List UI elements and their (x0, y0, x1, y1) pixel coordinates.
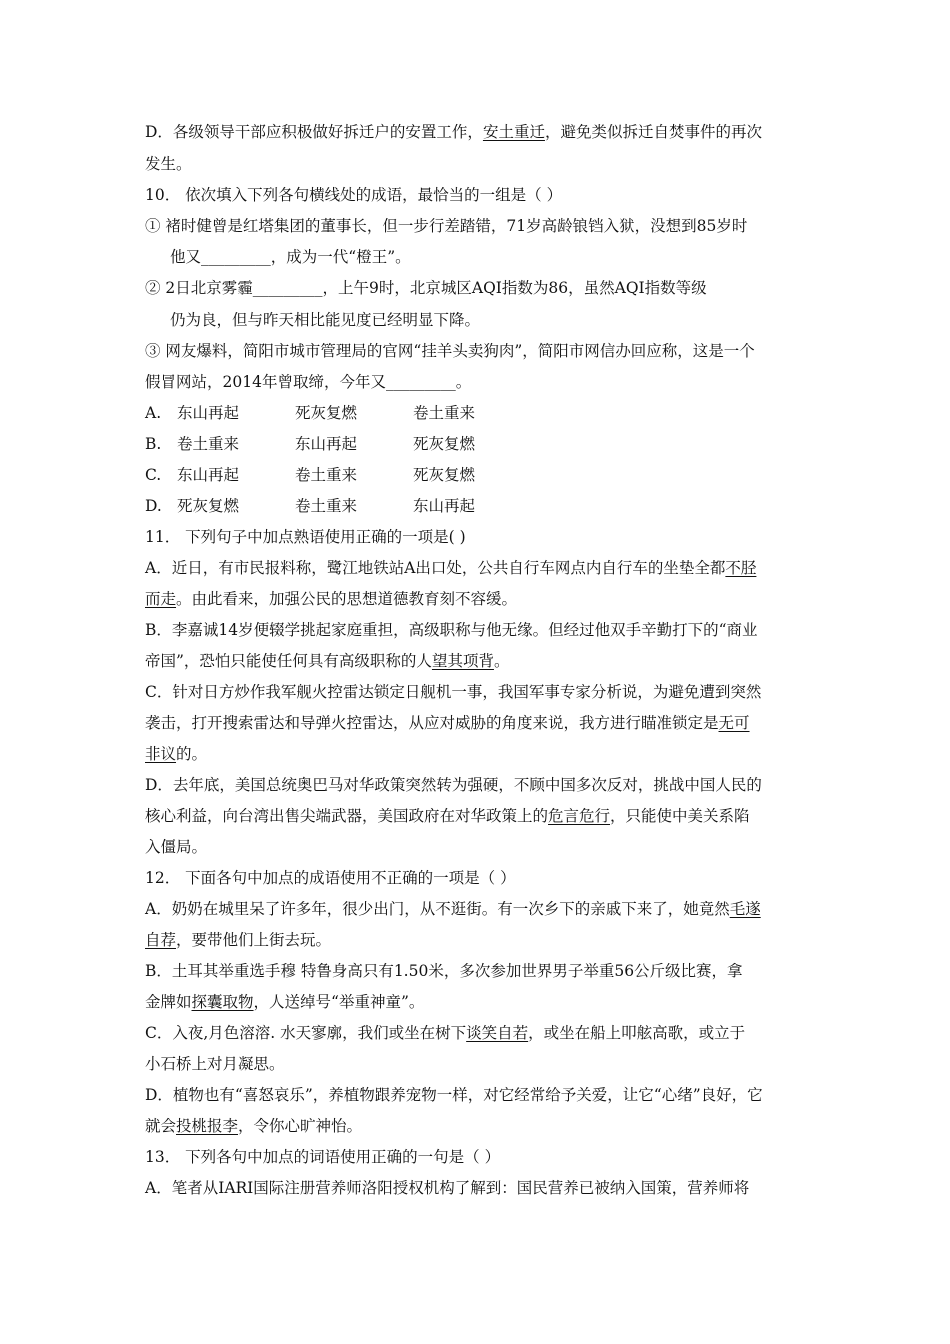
underlined-idiom: 而走 (145, 590, 177, 608)
underlined-idiom: 望其项背 (431, 652, 494, 670)
option-letter: A. (145, 404, 162, 422)
q10-sentence3-line2 (145, 372, 471, 392)
q10-option-a (145, 403, 531, 423)
q10-sentence1-line1: ① 褚时健曾是红塔集团的董事长，但一步行差踏错，71岁高龄锒铛入狱，没想到85岁时 (145, 217, 748, 235)
option-idiom: 卷土重来 (295, 497, 358, 515)
option-letter: B. (145, 435, 162, 453)
text: 金牌如 (145, 993, 192, 1011)
q11-stem: 11． 下列句子中加点熟语使用正确的一项是( ) (145, 528, 466, 546)
q10-stem: 10． 依次填入下列各句横线处的成语，最恰当的一组是（ ） (145, 186, 563, 204)
underlined-idiom: 投桃报李 (176, 1117, 239, 1135)
q12-option-b-line1: B．土耳其举重选手穆 特鲁身高只有1.50米，多次参加世界男子举重56公斤级比赛，拿 (145, 962, 743, 980)
q12-option-b-line2 (145, 992, 424, 1012)
option-idiom: 东山再起 (177, 404, 240, 422)
q11-option-d-line3: 入僵局。 (145, 838, 208, 856)
q11-option-c-line2 (145, 713, 750, 733)
text: 。 (455, 373, 472, 391)
option-idiom: 死灰复燃 (413, 435, 476, 453)
q11-option-d-line2 (145, 806, 750, 826)
underlined-idiom: 探囊取物 (191, 993, 254, 1011)
option-letter: D. (145, 497, 162, 515)
option-idiom: 死灰复燃 (295, 404, 358, 422)
text: 的。 (176, 745, 208, 763)
q12-option-a-line1 (145, 899, 761, 919)
text: D．各级领导干部应积极做好拆迁户的安置工作， (145, 123, 483, 141)
q10-sentence2-line1 (145, 278, 707, 298)
option-idiom: 东山再起 (177, 466, 240, 484)
q12-option-d-line1: D．植物也有“喜怒哀乐”，养植物跟养宠物一样，对它经常给予关爱，让它“心绪”良好，它 (145, 1086, 763, 1104)
text: ，令你心旷神怡。 (238, 1117, 363, 1135)
q11-option-c-line3 (145, 744, 207, 764)
q12-option-d-line2 (145, 1116, 362, 1136)
q10-sentence2-line2: 仍为良，但与昨天相比能见度已经明显下降。 (170, 311, 481, 329)
q11-option-a-line1 (145, 558, 756, 578)
q11-option-d-line1: D．去年底，美国总统奥巴马对华政策突然转为强硬，不顾中国多次反对，挑战中国人民的 (145, 776, 762, 794)
q9-option-d-line1 (145, 122, 762, 142)
blank: _________ (201, 248, 271, 266)
option-idiom: 卷土重来 (177, 435, 240, 453)
text: ② 2日北京雾霾 (145, 279, 253, 297)
text: 袭击，打开搜索雷达和导弹火控雷达，从应对威胁的角度来说，我方进行瞄准锁定是 (145, 714, 719, 732)
option-idiom: 卷土重来 (295, 466, 358, 484)
text: 。 (493, 652, 510, 670)
text: ，或坐在船上叩舷高歌，或立于 (528, 1024, 746, 1042)
q13-option-a-line1: A．笔者从IARI国际注册营养师洛阳授权机构了解到：国民营养已被纳入国策，营养师将 (145, 1179, 750, 1197)
text: 帝国”，恐怕只能使任何具有高级职称的人 (145, 652, 432, 670)
text: 假冒网站，2014年曾取缔，今年又 (145, 373, 386, 391)
text: A．奶奶在城里呆了许多年，很少出门，从不逛街。有一次乡下的亲戚下来了，她竟然 (145, 900, 730, 918)
underlined-idiom: 毛遂 (729, 900, 761, 918)
text: ，要带他们上街去玩。 (176, 931, 332, 949)
text: ，只能使中美关系陷 (610, 807, 750, 825)
option-idiom: 东山再起 (295, 435, 358, 453)
blank: _________ (252, 279, 323, 297)
q10-sentence3-line1: ③ 网友爆料，简阳市城市管理局的官网“挂羊头卖狗肉”，简阳市网信办回应称，这是一个 (145, 342, 755, 360)
text: 他又 (170, 248, 202, 266)
option-idiom: 死灰复燃 (177, 497, 240, 515)
underlined-idiom: 危言危行 (548, 807, 611, 825)
text: 核心利益，向台湾出售尖端武器，美国政府在对华政策上的 (145, 807, 549, 825)
q10-sentence1-line2 (170, 247, 411, 267)
blank: _________ (385, 373, 456, 391)
text: 就会 (145, 1117, 177, 1135)
q13-stem: 13． 下列各句中加点的词语使用正确的一句是（ ） (145, 1148, 501, 1166)
underlined-idiom: 谈笑自若 (466, 1024, 529, 1042)
q12-option-c-line1 (145, 1023, 745, 1043)
q11-option-b-line2 (145, 651, 509, 671)
text: ，避免类似拆迁自焚事件的再次 (544, 123, 762, 141)
q12-stem: 12． 下面各句中加点的成语使用不正确的一项是（ ） (145, 869, 516, 887)
option-idiom: 东山再起 (413, 497, 476, 515)
q11-option-c-line1: C．针对日方炒作我军舰火控雷达锁定日舰机一事，我国军事专家分析说，为避免遭到突然 (145, 683, 762, 701)
underlined-idiom: 自荐 (145, 931, 177, 949)
q11-option-b-line1: B．李嘉诚14岁便辍学挑起家庭重担，高级职称与他无缘。但经过他双手辛勤打下的“商业 (145, 621, 758, 639)
q9-option-d-line2: 发生。 (145, 155, 192, 173)
q12-option-a-line2 (145, 930, 331, 950)
underlined-idiom: 不胫 (725, 559, 757, 577)
text: ，上午9时，北京城区AQI指数为86，虽然AQI指数等级 (322, 279, 707, 297)
q11-option-a-line2 (145, 589, 517, 609)
q12-option-c-line2: 小石桥上对月凝思。 (145, 1055, 285, 1073)
text: A．近日，有市民报料称，鹭江地铁站A出口处，公共自行车网点内自行车的坐垫全都 (145, 559, 726, 577)
underlined-idiom: 非议 (145, 745, 177, 763)
q10-option-b (145, 434, 531, 454)
text: 。由此看来，加强公民的思想道德教育刻不容缓。 (176, 590, 518, 608)
option-idiom: 卷土重来 (413, 404, 476, 422)
option-idiom: 死灰复燃 (413, 466, 476, 484)
q10-option-d (145, 496, 531, 516)
text: ，人送绰号“举重神童”。 (253, 993, 425, 1011)
underlined-idiom: 安土重迁 (482, 123, 545, 141)
text: C．入夜,月色溶溶. 水天寥廓，我们或坐在树下 (145, 1024, 467, 1042)
underlined-idiom: 无可 (718, 714, 750, 732)
q10-option-c (145, 465, 531, 485)
text: ，成为一代“橙王”。 (270, 248, 411, 266)
option-letter: C. (145, 466, 162, 484)
